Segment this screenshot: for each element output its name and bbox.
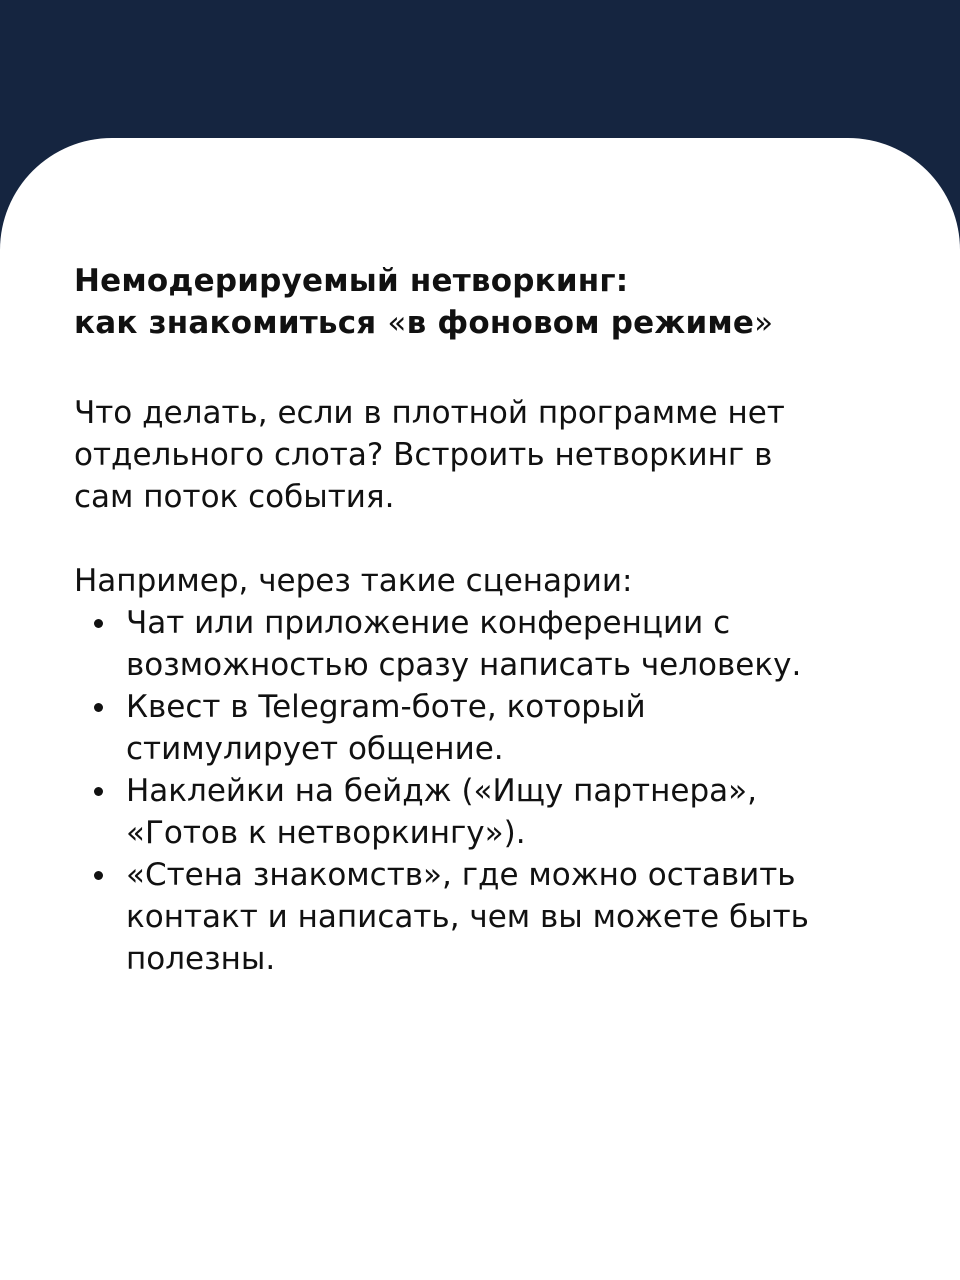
list-item [74,686,890,770]
title-line-2-bold: в фоновом режиме [406,305,755,341]
intro-line-2: отдельного слота? Встроить нетворкинг в [74,437,773,473]
bullet-icon [94,703,103,712]
bullet-icon [94,871,103,880]
list-item-line-3: полезны. [126,941,276,977]
examples-lead: Например, через такие сценарии: [74,563,633,599]
list-item-line-1: «Стена знакомств», где можно оставить [126,857,796,893]
list-item [74,602,890,686]
content-card [0,138,960,1280]
intro-line-3: сам поток события. [74,479,395,515]
intro-line-1: Что делать, если в плотной программе нет [74,395,785,431]
list-item-line-1: Чат или приложение конференции с [126,605,731,641]
title-line-2-prefix: как знакомиться [74,305,388,341]
list-item-line-2: возможностью сразу написать человеку. [126,647,802,683]
list-item-line-2: «Готов к нетворкингу»). [126,815,526,851]
list-item [74,854,890,980]
bullet-icon [94,619,103,628]
list-item-line-1: Наклейки на бейдж («Ищу партнера», [126,773,757,809]
examples-list [74,602,890,980]
title-close-quote: » [754,305,774,341]
title-line-1: Немодерируемый нетворкинг: [74,263,629,299]
title-open-quote: « [387,305,407,341]
bullet-icon [94,787,103,796]
list-item-line-2: контакт и написать, чем вы можете быть [126,899,809,935]
list-item-line-1: Квест в Telegram-боте, который [126,689,646,725]
list-item-line-2: стимулирует общение. [126,731,504,767]
header-band [0,0,960,160]
article-title [74,260,890,344]
intro-paragraph [74,392,890,518]
list-item [74,770,890,854]
